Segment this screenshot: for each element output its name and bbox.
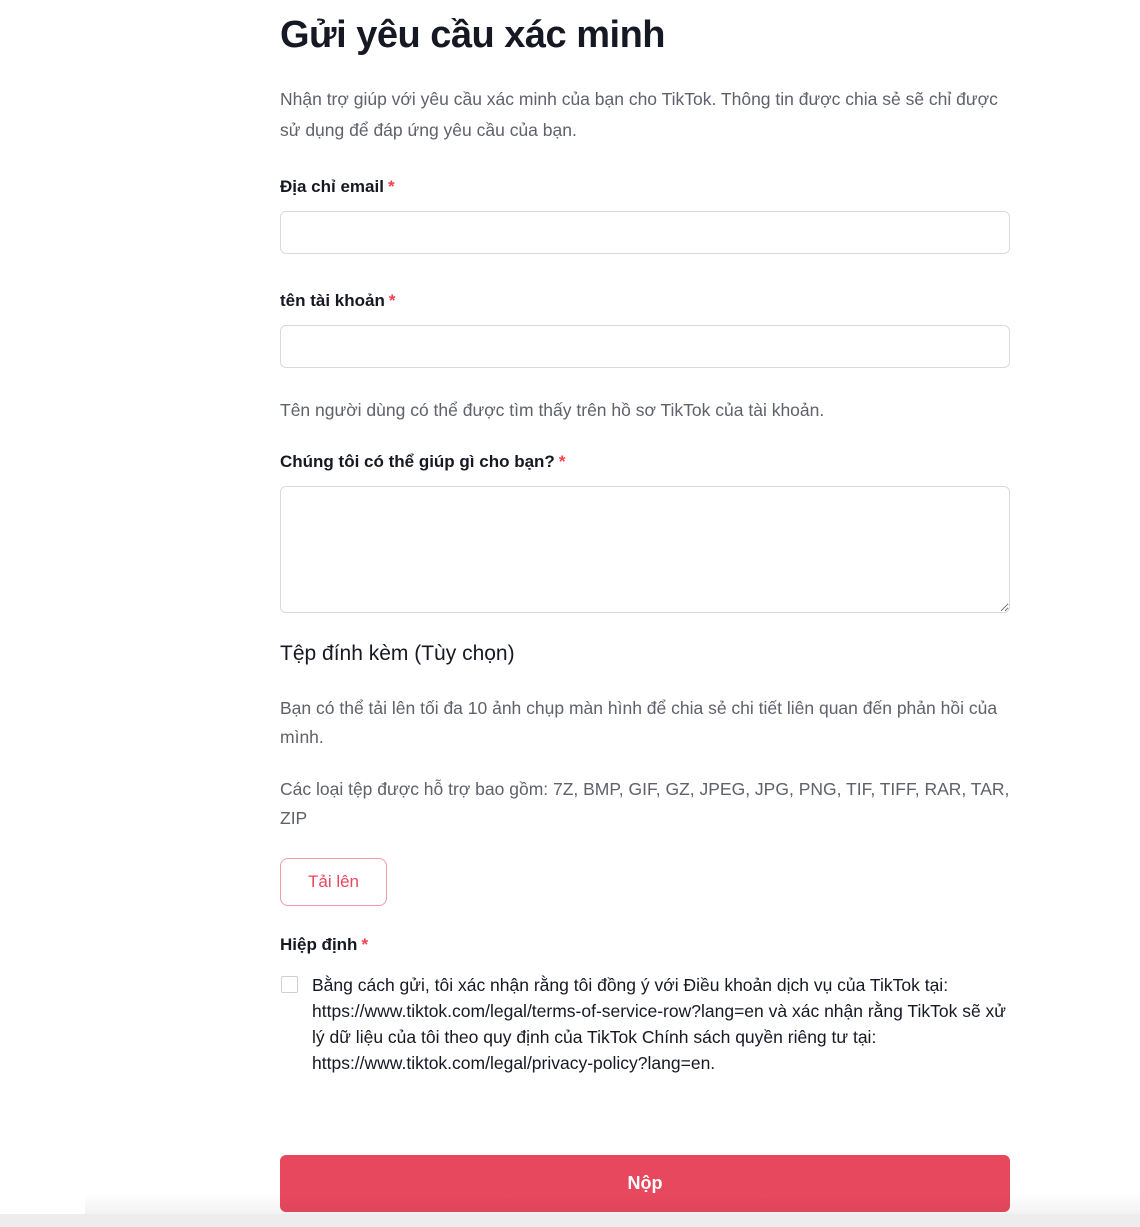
agreement-text: Bằng cách gửi, tôi xác nhận rằng tôi đồng ý với Điều khoản dịch vụ của TikTok tại: https://www.tiktok.com/legal/terms-of-service-row?lang=en và xác nhận rằng TikTok sẽ xử lý dữ liệu của tôi theo quy định của TikTok Chính sách quyền riêng tư tại: https://www.tiktok.com/legal/privacy-policy?lang=en. (312, 975, 1007, 1073)
page-title: Gửi yêu cầu xác minh (280, 14, 665, 56)
agreement-label-text: Hiệp định (280, 935, 358, 954)
email-field[interactable] (280, 211, 1010, 254)
attachments-section-title: Tệp đính kèm (Tùy chọn) (280, 642, 515, 665)
agreement-row (280, 972, 1010, 1076)
form-column (280, 12, 1010, 1076)
username-required-asterisk: * (388, 291, 396, 310)
page-bottom-strip (0, 1214, 1140, 1227)
email-label (280, 176, 1010, 198)
agreement-label (280, 935, 1010, 955)
upload-button[interactable]: Tải lên (280, 858, 387, 906)
help-required-asterisk: * (558, 452, 566, 471)
submit-button[interactable]: Nộp (280, 1155, 1010, 1212)
help-textarea[interactable] (280, 486, 1010, 613)
help-label (280, 451, 1010, 473)
attachments-supported-types: Các loại tệp được hỗ trợ bao gồm: 7Z, BMP, GIF, GZ, JPEG, JPG, PNG, TIF, TIFF, RAR, TAR, ZIP (280, 779, 1010, 828)
attachments-description: Bạn có thể tải lên tối đa 10 ảnh chụp màn hình để chia sẻ chi tiết liên quan đến phản hồi của mình. (280, 698, 998, 747)
page-description: Nhận trợ giúp với yêu cầu xác minh của bạn cho TikTok. Thông tin được chia sẻ sẽ chỉ được sử dụng để đáp ứng yêu cầu của bạn. (280, 89, 998, 140)
email-label-text: Địa chỉ email (280, 177, 384, 196)
username-field[interactable] (280, 325, 1010, 368)
help-label-text: Chúng tôi có thể giúp gì cho bạn? (280, 452, 555, 471)
footer-shadow (85, 1193, 1140, 1214)
username-label-text: tên tài khoản (280, 291, 385, 310)
agreement-checkbox[interactable] (281, 976, 298, 993)
email-required-asterisk: * (387, 177, 395, 196)
username-label (280, 290, 1010, 312)
username-helper-text: Tên người dùng có thể được tìm thấy trên hồ sơ TikTok của tài khoản. (280, 400, 825, 420)
agreement-required-asterisk: * (361, 935, 369, 954)
